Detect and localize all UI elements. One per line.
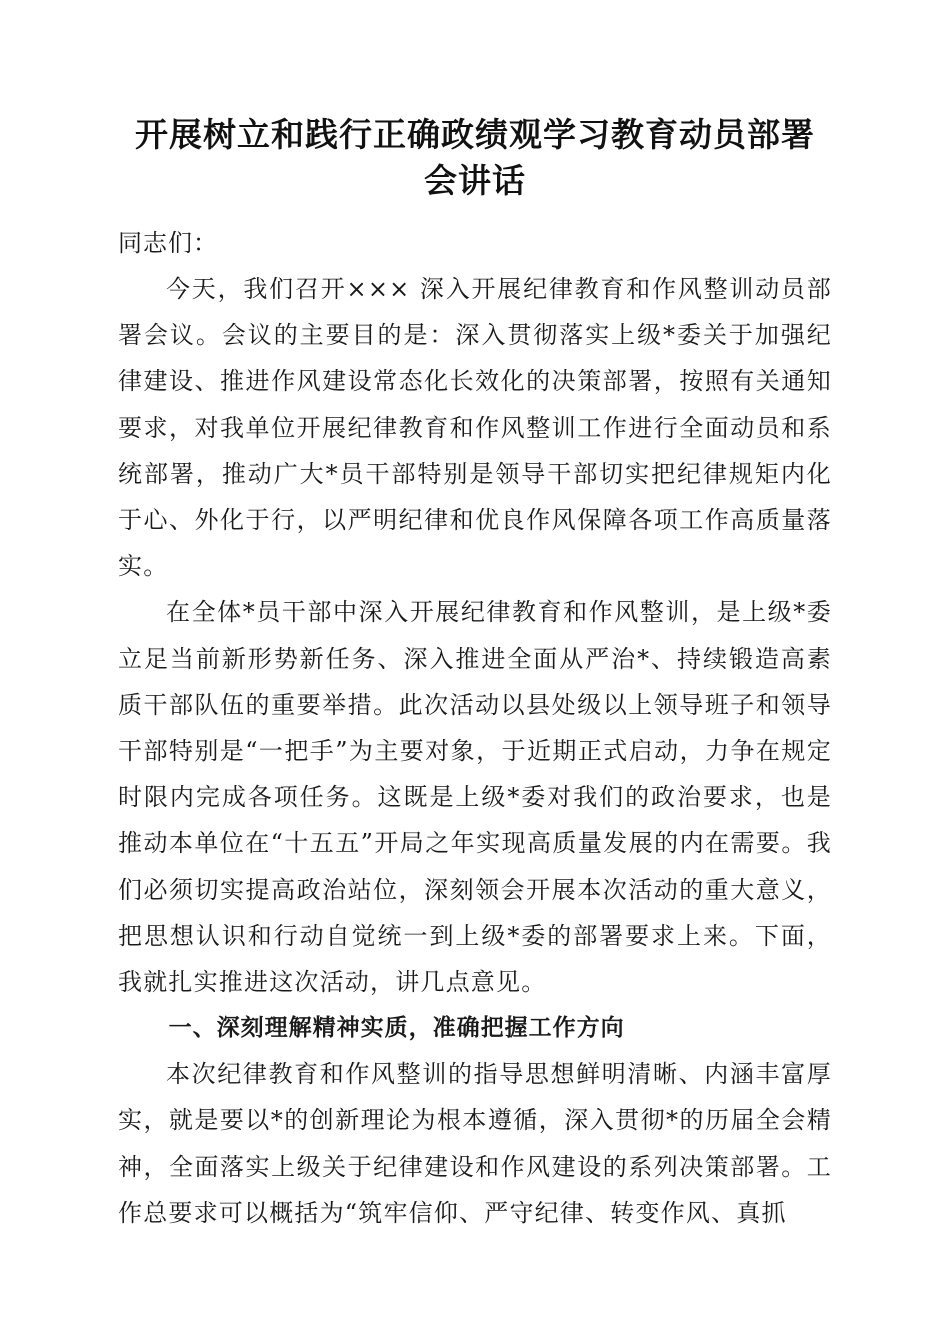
section-heading-1: 一、深刻理解精神实质，准确把握工作方向 <box>168 1015 625 1042</box>
salutation: 同志们： <box>118 229 218 257</box>
paragraph-significance: 在全体*员干部中深入开展纪律教育和作风整训，是上级*委立足当前新形势新任务、深入推进全面从严治*、持续锻造高素质干部队伍的重要举措。此次活动以县处级以上领导班子和领导干部特别是“一把手”为主要对象，于近期正式启动，力争在规定时限内完成各项任务。这既是上级*委对我们的政治要求，也是推动本单位在“十五五”开局之年实现高质量发展的内在需要。我们必须切实提高政治站位，深刻领会开展本次活动的重大意义，把思想认识和行动自觉统一到上级*委的部署要求上来。下面，我就扎实推进这次活动，讲几点意见。 <box>118 598 832 997</box>
document-page <box>118 112 832 1236</box>
document-title <box>118 112 832 204</box>
title-line-2: 会讲话 <box>424 161 526 200</box>
section-1-paragraph: 本次纪律教育和作风整训的指导思想鲜明清晰、内涵丰富厚实，就是要以*的创新理论为根本遵循，深入贯彻*的历届全会精神，全面落实上级关于纪律建设和作风建设的系列决策部署。工作总要求可以概括为“筑牢信仰、严守纪律、转变作风、真抓 <box>118 1060 832 1227</box>
paragraph-intro: 今天，我们召开××× 深入开展纪律教育和作风整训动员部署会议。会议的主要目的是：深入贯彻落实上级*委关于加强纪律建设、推进作风建设常态化长效化的决策部署，按照有关通知要求，对我单位开展纪律教育和作风整训工作进行全面动员和系统部署，推动广大*员干部特别是领导干部切实把纪律规矩内化于心、外化于行，以严明纪律和优良作风保障各项工作高质量落实。 <box>118 275 832 581</box>
title-line-1: 开展树立和践行正确政绩观学习教育动员部署 <box>135 115 815 154</box>
